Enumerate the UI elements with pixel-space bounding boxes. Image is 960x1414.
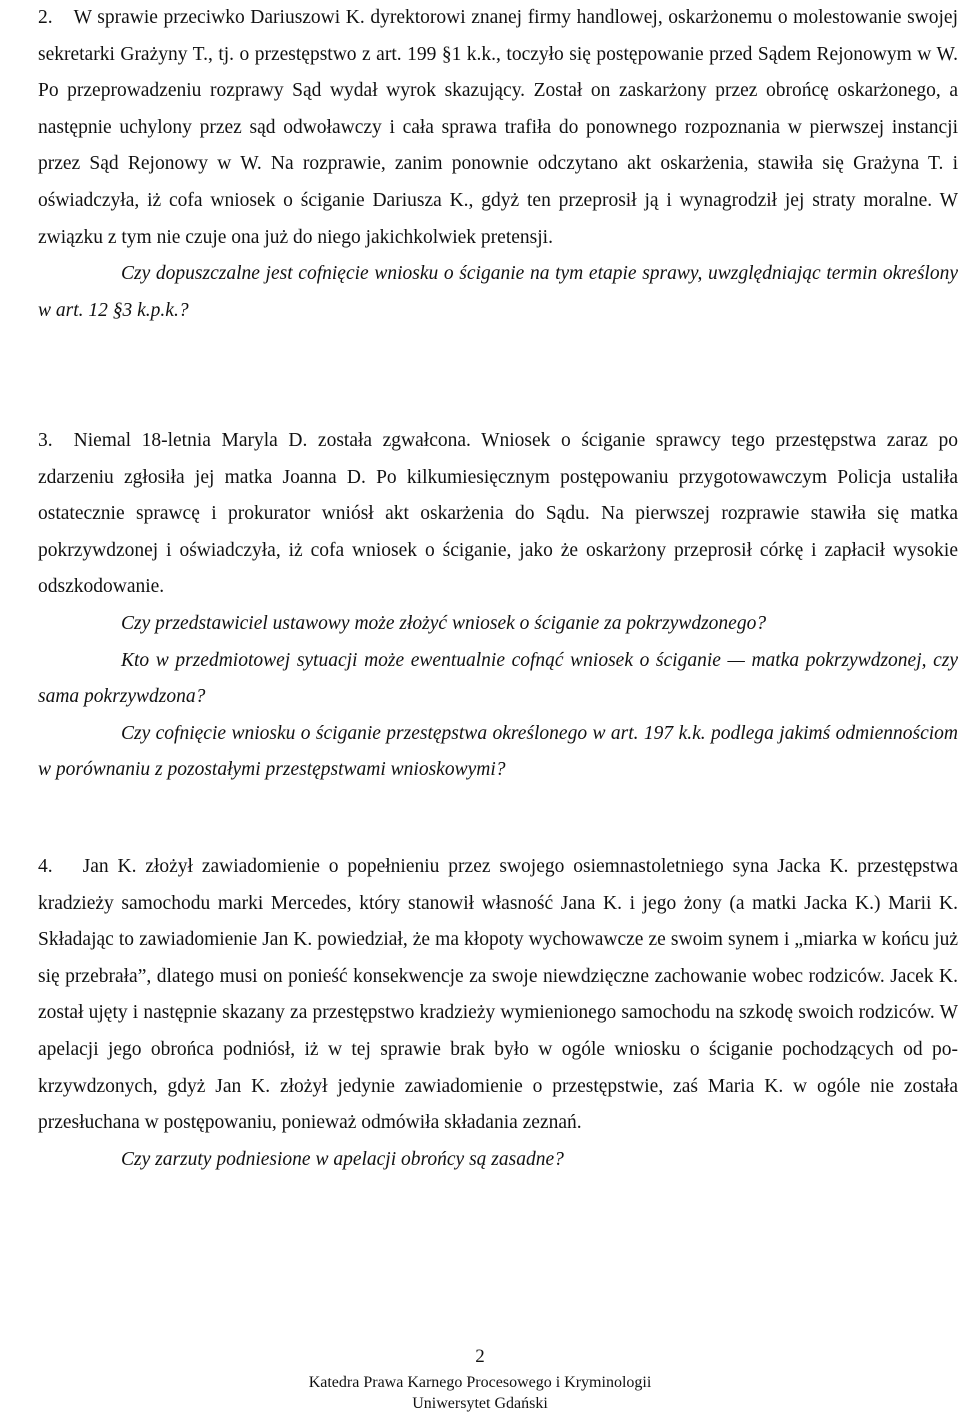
case-2 — [38, 0, 958, 329]
case-3 — [38, 423, 958, 789]
case-4-text: Jan K. złożył zawiadomienie o popełnieniu przez swojego osiemnastoletniego syna Jacka K. przestępstwa kradzieży samochodu marki Mercedes, który stanowił własność Jana K. i jego żony (a matki Jacka K.) Marii K. Składając to zawiadomienie Jan K. powiedział, że ma kłopoty wychowawcze ze swoim synem i „miarka w końcu już się przebrała”, dlatego musi on ponieść konsekwencje za swoje niewdzięczne zachowanie wobec rodziców. Jacek K. został ujęty i następnie skazany za przestępstwo kradzieży wymienionego samochodu na szkodę swoich rodziców. W apelacji jego obrońca podniósł, iż w tej sprawie brak było w ogóle wniosku o ściganie pochodzących od pokrzywdzonych, gdyż Jan K. złożył jedynie zawiadomienie o przestępstwie, zaś Maria K. w ogóle nie została przesłuchana w postępowaniu, ponieważ odmówiła składania zeznań. — [38, 856, 958, 1134]
footer-university: Uniwersytet Gdański — [412, 1395, 548, 1412]
page-number: 2 — [475, 1346, 485, 1367]
footer-department: Katedra Prawa Karnego Procesowego i Kryminologii — [308, 1374, 652, 1391]
case-4 — [38, 849, 958, 1178]
case-2-body — [38, 0, 958, 256]
case-2-text: W sprawie przeciwko Dariuszowi K. dyrektorowi znanej firmy handlowej, oskarżonemu o molestowanie swojej sekretarki Grażyny T., tj. o przestępstwo z art. 199 §1 k.k., toczyło się postępowanie przed Sądem Rejonowym w W. Po przeprowadzeniu rozprawy Sąd wydał wyrok skazujący. Został on zaskarżony przez obrońcę oskarżonego, a następnie uchylony przez sąd odwoławczy i cała sprawa trafiła do ponownego rozpoznania w pierwszej instancji przez Sąd Rejonowy w W. Na rozprawie, zanim ponownie odczytano akt oskarżenia, stawiła się Grażyna T. i oświadczyła, iż cofa wniosek o ściganie Dariusza K., gdyż ten przeprosił ją i wynagrodził jej straty moralne. W związku z tym nie czuje ona już do niego jakichkolwiek pretensji. — [38, 7, 958, 248]
case-2-question-1: Czy dopuszczalne jest cofnięcie wniosku o ściganie na tym etapie sprawy, uwzględniając termin określony w art. 12 §3 k.p.k.? — [38, 263, 958, 321]
case-4-question-1: Czy zarzuty podniesione w apelacji obrońcy są zasadne? — [121, 1148, 564, 1170]
case-3-body — [38, 423, 958, 606]
case-2-number: 2. — [38, 7, 53, 28]
case-3-text: Niemal 18-letnia Maryla D. została zgwałcona. Wniosek o ściganie sprawcy tego przestępstwa zaraz po zdarzeniu zgłosiła jej matka Joanna D. Po kilkumiesięcznym postępowaniu przygotowawczym Policja ustaliła ostatecznie sprawcę i prokurator wniósł akt oskarżenia do Sądu. Na pierwszej rozprawie stawiła się matka pokrzywdzonej i oświadczyła, iż cofa wniosek o ściganie, jako że oskarżony przeprosił córkę i zapłacił wysokie odszkodowanie. — [38, 430, 958, 598]
case-3-number: 3. — [38, 430, 53, 451]
case-3-question-2: Kto w przedmiotowej sytuacji może ewentualnie cofnąć wniosek o ściganie — matka pokrzywdzonej, czy sama pokrzywdzona? — [38, 649, 958, 708]
case-4-number: 4. — [38, 856, 53, 877]
case-3-question-3: Czy cofnięcie wniosku o ściganie przestępstwa określonego w art. 197 k.k. podlega jakimś odmiennościom w porównaniu z pozostałymi przestępstwami wnioskowymi? — [38, 722, 958, 781]
case-4-body — [38, 849, 958, 1142]
case-3-question-1: Czy przedstawiciel ustawowy może złożyć wniosek o ściganie za pokrzywdzonego? — [121, 612, 767, 634]
